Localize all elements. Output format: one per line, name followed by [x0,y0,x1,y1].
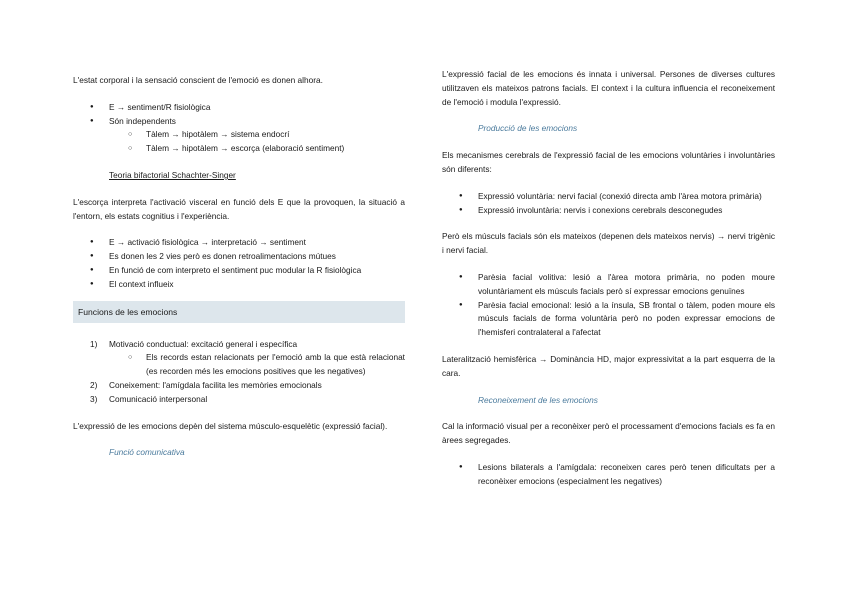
bullet-list-paresis [442,271,775,340]
bullet-list-activation [73,236,405,291]
list-item: ● Expressió voluntària: nervi facial (conexió directa amb l'àrea motora primària) [442,190,775,204]
list-item [73,379,405,393]
innate-paragraph: L'expressió facial de les emocions és innata i universal. Persones de diverses cultures utilitzaven els mateixos patrons facials. El context i la cultura influencia el reconeixement de l'emoció i modula l'expressió. [442,69,775,107]
intro-paragraph: L'estat corporal i la sensació conscient de l'emoció es donen alhora. [73,75,323,85]
list-item: ○ Tàlem → hipotàlem → escorça (elaboració sentiment) [73,142,405,156]
muscles-paragraph: Però els músculs facials són els mateixos (depenen dels mateixos nervis) → nervi trigènic i nervi facial. [442,231,775,256]
bullet-list-expression [442,190,775,218]
section-heading-functions: Funcions de les emocions [73,301,405,323]
lateralization-paragraph: Lateralització hemisfèrica → Dominància HD, major expressivitat a la part esquerra de la cara. [442,353,775,378]
list-number: 1) [90,338,98,349]
list-item-text: Motivació conductual: excitació general i específica [109,338,298,349]
list-item [73,393,405,407]
list-item: ● E → activació fisiològica → interpretació → sentiment [73,236,405,250]
list-item: ○ Tàlem → hipotàlem → sistema endocrí [73,128,405,142]
list-item [73,338,405,352]
subheading-communication: Funció comunicativa [109,447,185,458]
list-item: ● Parèsia facial volitiva: lesió a l'àrea motora primària, no poden moure voluntàriament els músculs facials però sí expressar emocions genuïnes [442,271,775,299]
list-item-text: Comunicació interpersonal [109,393,208,404]
list-item: ● Lesions bilaterals a l'amígdala: reconeixen cares però tenen dificultats per a reconèixer emocions (especialment les negatives) [442,461,775,489]
list-item: ● Són independents [73,115,405,129]
list-item: ○ Els records estan relacionats per l'emoció amb la que està relacionat (es recorden més les emocions positives que les negatives) [73,351,405,379]
list-item: ● En funció de com interpreto el sentiment puc modular la R fisiològica [73,264,405,278]
list-item: ● E → sentiment/R fisiològica [73,101,405,115]
subheading-recognition: Reconeixement de les emocions [478,394,598,405]
theory-paragraph: L'escorça interpreta l'activació visceral en funció dels E que la provoquen, la situació a l'entorn, els estats cognitius i l'experiència. [73,196,405,221]
list-number: 2) [90,379,98,390]
numbered-list-functions-cont [73,379,405,407]
bullet-list-recognition [442,461,775,489]
list-item: ● Expressió involuntària: nervis i conexions cerebrals desconegudes [442,204,775,218]
sub-bullet-list-records [73,351,405,379]
mechanisms-paragraph: Els mecanismes cerebrals de l'expressió facial de les emocions voluntàries i involuntàries són diferents: [442,150,775,174]
right-column [442,68,775,489]
expression-paragraph: L'expressió de les emocions depèn del sistema músculo-esquelètic (expressió facial). [73,420,388,431]
bullet-list-sentiment [73,101,405,129]
sub-bullet-list-thalamus [73,128,405,156]
numbered-list-functions [73,338,405,352]
list-item: ● El context influeix [73,278,405,292]
visual-paragraph: Cal la informació visual per a reconèixer però el processament d'emocions facials es fa en àrees segregades. [442,421,775,446]
list-number: 3) [90,393,98,404]
left-column [73,68,405,460]
list-item: ● Parèsia facial emocional: lesió a la ínsula, SB frontal o tàlem, poden moure els músculs facials de forma voluntària però no poden expressar emocions de l'hemisferi contralateral a l'afectat [442,299,775,340]
subheading-production: Producció de les emocions [478,123,578,134]
list-item: ● Es donen les 2 vies però es donen retroalimentacions mútues [73,250,405,264]
theory-title: Teoria bifactorial Schachter-Singer [109,169,236,180]
list-item-text: Coneixement: l'amígdala facilita les memòries emocionals [109,379,322,390]
